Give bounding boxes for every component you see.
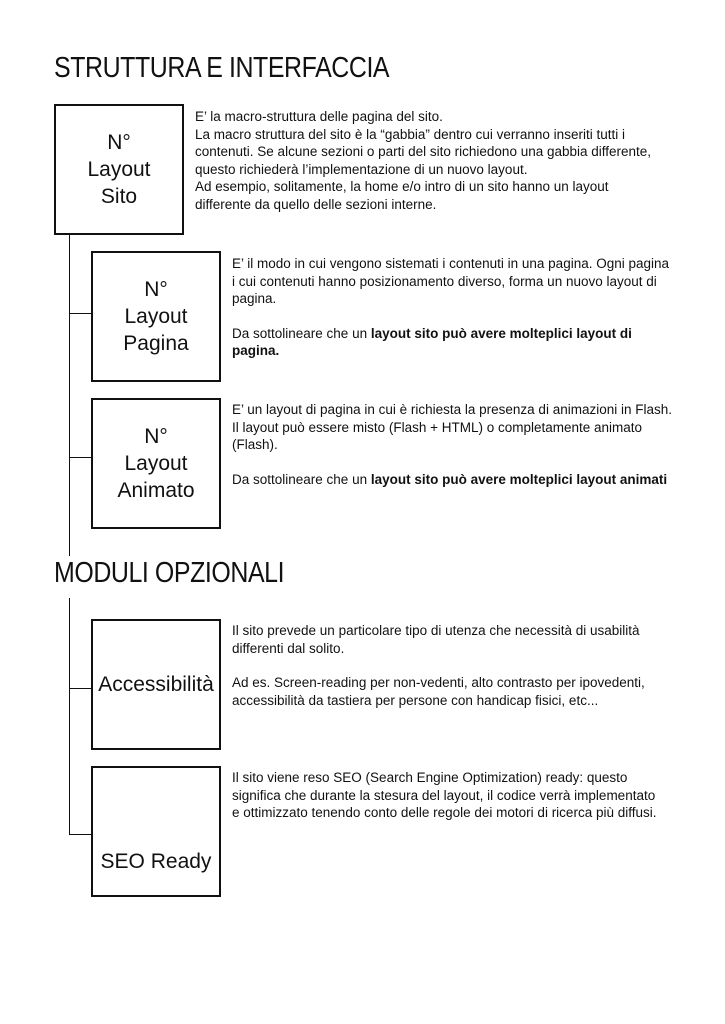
box-layout-animato <box>91 398 221 529</box>
description-paragraph <box>232 674 657 709</box>
box-layout-pagina <box>91 251 221 382</box>
box-label-line: Layout <box>124 452 188 475</box>
description-emphasis: layout sito può avere molteplici layout di pagina. <box>232 325 632 358</box>
section-heading-struttura: STRUTTURA E INTERFACCIA <box>54 52 390 84</box>
description-paragraph <box>232 769 662 822</box>
tree-connector <box>69 313 92 314</box>
box-layout-sito <box>54 104 184 235</box>
description-text: Il sito prevede un particolare tipo di utenza che necessità di usabilità differenti dal solito. <box>232 623 640 656</box>
section-heading-moduli: MODULI OPZIONALI <box>54 557 285 589</box>
description-paragraph <box>232 255 672 308</box>
description-text: Ad es. Screen-reading per non-vedenti, alto contrasto per ipovedenti, accessibilità da tastiera per persone con handicap fisici, etc... <box>232 675 645 708</box>
box-label-line: N° <box>107 131 131 154</box>
description-paragraph <box>232 401 672 454</box>
tree-connector <box>69 688 92 689</box>
box-label-line: Layout <box>124 305 188 328</box>
description-text: E’ la macro-struttura delle pagina del sito. La macro struttura del sito è la “gabbia” dentro cui verranno inseriti tutti i contenuti. Se alcune sezioni o parti del sito richiedono una gabbia differente, questo richiederà l’implementazione di un nuovo layout. Ad esempio, solitamente, la home e/o intro di un sito hanno un layout differente da quello delle sezioni interne. <box>195 109 652 212</box>
box-label-line: Pagina <box>123 332 189 355</box>
tree-connector <box>69 834 92 835</box>
description-text: Da sottolineare che un <box>232 471 371 487</box>
box-seo-ready <box>91 766 221 897</box>
description-paragraph <box>195 108 665 213</box>
description-paragraph <box>232 471 672 489</box>
description-accessibilita <box>232 622 657 709</box>
description-text: Da sottolineare che un <box>232 325 371 341</box>
description-text: Il sito viene reso SEO (Search Engine Optimization) ready: questo significa che durante la stesura del layout, il codice verrà implementato e ottimizzato tenendo conto delle regole dei motori di ricerca più diffusi. <box>232 770 657 820</box>
description-paragraph <box>232 325 672 360</box>
tree-connector <box>69 457 92 458</box>
description-seo-ready <box>232 769 662 822</box>
box-label-line: Sito <box>100 185 138 208</box>
box-label-line: N° <box>144 278 168 301</box>
description-paragraph <box>232 622 657 657</box>
tree-connector <box>69 234 70 556</box>
box-label-line: Accessibilità <box>98 673 214 696</box>
description-text: E’ un layout di pagina in cui è richiesta la presenza di animazioni in Flash. Il layout può essere misto (Flash + HTML) o completamente animato (Flash). <box>232 402 672 452</box>
description-layout-sito <box>195 108 665 213</box>
tree-connector <box>69 598 70 834</box>
description-text: E’ il modo in cui vengono sistemati i contenuti in una pagina. Ogni pagina i cui contenuti hanno posizionamento diverso, forma un nuovo layout di pagina. <box>232 256 670 306</box>
description-emphasis: layout sito può avere molteplici layout animati <box>370 471 668 487</box>
box-accessibilita <box>91 619 221 750</box>
description-layout-animato <box>232 401 672 488</box>
box-label-line: Animato <box>117 479 195 502</box>
box-label-line: Layout <box>87 158 151 181</box>
description-layout-pagina <box>232 255 672 360</box>
box-label-line: SEO Ready <box>100 850 212 873</box>
box-label-line: N° <box>144 425 168 448</box>
